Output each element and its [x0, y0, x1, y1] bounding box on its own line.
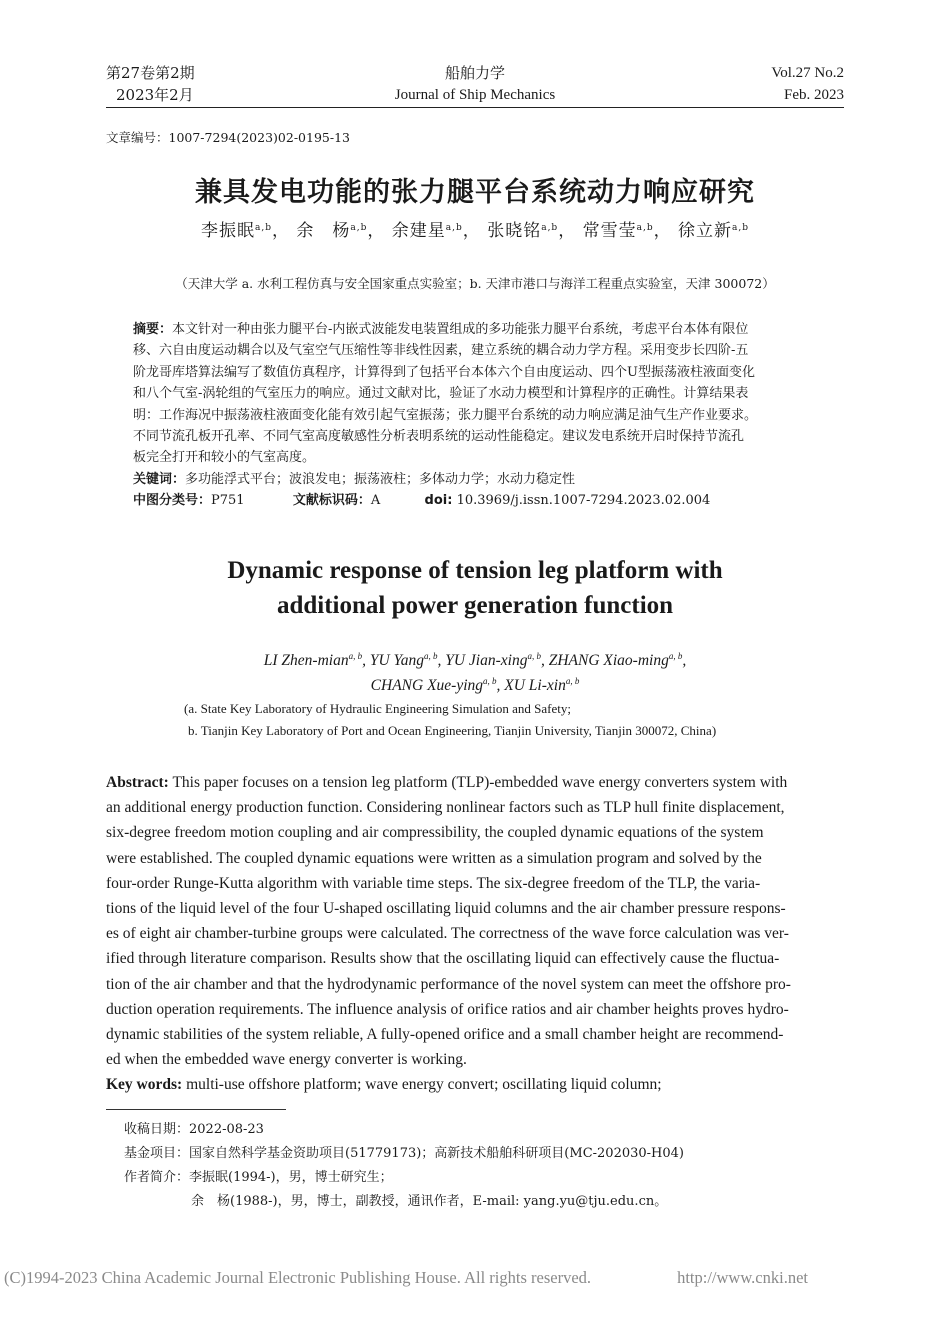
abstract-cn	[133, 319, 819, 512]
affiliation-en-b: b. Tianjin Key Laboratory of Port and Ocean Engineering, Tianjin University, Tianjin 300072, China)	[188, 723, 717, 738]
abstract-en-line: were established. The coupled dynamic equations were written as a simulation program and solved by the	[106, 849, 762, 867]
website-link[interactable]: http://www.cnki.net	[677, 1268, 808, 1287]
author-cn: 徐立新$^{a,b}$	[678, 221, 750, 241]
author-cn: 李振眠$^{a,b}$	[200, 221, 272, 241]
footnote-bio-2: 余 杨(1988-)，男，博士，副教授，通讯作者，E-mail: yang.yu@tju.edu.cn。	[191, 1194, 668, 1209]
article-id: 文章编号：1007-7294(2023)02-0195-13	[106, 130, 350, 145]
authors-en-line: LI Zhen-mian$^{a, b}$, YU Yang$^{a, b}$, YU Jian-xing$^{a, b}$, ZHANG Xiao-ming$^{a, b}$,	[263, 651, 687, 669]
doi-value: 10.3969/j.issn.1007-7294.2023.02.004	[456, 493, 711, 509]
keywords-en-label: Key words:	[106, 1076, 183, 1094]
header-journal-cn: 船舶力学	[444, 64, 505, 82]
abstract-cn-line: 不同节流孔板开孔率、不同气室高度敏感性分析表明系统的运动性能稳定。建议发电系统开启时保持节流孔	[133, 429, 745, 445]
abstract-en-line: tion of the air chamber and that the hydrodynamic performance of the novel system can meet the offshore pro-	[106, 975, 791, 993]
doc-code-label: 文献标识码：	[292, 493, 371, 509]
author-cn: 余建星$^{a,b}$	[391, 221, 463, 241]
header-date-en: Feb. 2023	[784, 87, 844, 103]
authors-en	[0, 648, 950, 698]
abstract-cn-line: 本文针对一种由张力腿平台-内嵌式波能发电装置组成的多功能张力腿平台系统，考虑平台本体有限位	[172, 322, 749, 337]
abstract-en-line: This paper focuses on a tension leg platform (TLP)-embedded wave energy converters system with	[172, 774, 788, 791]
author-en: LI Zhen-mian$^{a, b}$	[263, 651, 363, 669]
footnote-rule	[106, 1109, 286, 1110]
clc-value: P751	[211, 493, 245, 509]
abstract-cn-line: 明：工作海况中振荡液柱液面变化能有效引起气室振荡；张力腿平台系统的动力响应满足油气生产作业要求。	[133, 407, 758, 423]
clc-label: 中图分类号：	[133, 493, 212, 509]
footnote-received: 收稿日期：2022-08-23	[124, 1122, 264, 1137]
header-rule	[106, 107, 844, 108]
abstract-en-line: dynamic stabilities of the system reliable, A fully-opened orifice and a small chamber height are recommend-	[106, 1026, 784, 1044]
keywords-cn: 多功能浮式平台；波浪发电；振荡液柱；多体动力学；水动力稳定性	[185, 471, 576, 487]
author-en: ZHANG Xiao-ming$^{a, b}$	[548, 651, 683, 669]
abstract-cn-line: 阶龙哥库塔算法编写了数值仿真程序，计算得到了包括平台本体六个自由度运动、四个U型振荡液柱液面变化	[133, 364, 755, 380]
header-date-cn: 2023年2月	[116, 86, 194, 104]
header-journal-en: Journal of Ship Mechanics	[394, 87, 556, 103]
abstract-en	[106, 770, 844, 1098]
author-en: CHANG Xue-ying$^{a, b}$	[370, 676, 497, 694]
affiliation-en-a: (a. State Key Laboratory of Hydraulic Engineering Simulation and Safety;	[184, 701, 571, 716]
abstract-cn-label: 摘要：	[133, 322, 173, 337]
abstract-en-line: four-order Runge-Kutta algorithm with variable time steps. The six-degree freedom of the TLP, the varia-	[106, 874, 761, 892]
footnote-bio-1: 作者简介：李振眠(1994-)，男，博士研究生；	[124, 1170, 393, 1185]
abstract-en-line: es of eight air chamber-turbine groups were calculated. The correctness of the wave force calculation was ver-	[106, 925, 789, 943]
header-vol-en: Vol.27 No.2	[771, 65, 844, 81]
abstract-en-line: tions of the liquid level of the four U-shaped oscillating liquid columns and the air chamber pressure respons-	[106, 900, 786, 918]
affiliation-cn: （天津大学 a. 水利工程仿真与安全国家重点实验室；b. 天津市港口与海洋工程重点实验室，天津 300072）	[175, 276, 775, 291]
copyright-notice: (C)1994-2023 China Academic Journal Electronic Publishing House. All rights reserved.	[4, 1268, 592, 1287]
author-en: XU Li-xin$^{a, b}$	[504, 676, 580, 694]
abstract-cn-line: 板完全打开和较小的气室高度。	[133, 450, 316, 466]
abstract-en-line: an additional energy production function. Considering nonlinear factors such as TLP hull finite displacement,	[106, 799, 785, 817]
keywords-en: multi-use offshore platform; wave energy convert; oscillating liquid column;	[186, 1076, 662, 1094]
authors-cn: 李振眠$^{a,b}$， 余 杨$^{a,b}$， 余建星$^{a,b}$， 张晓铭$^{a,b}$， 常雪莹$^{a,b}$， 徐立新$^{a,b}$	[200, 221, 750, 241]
author-en: YU Jian-xing$^{a, b}$	[445, 651, 541, 669]
author-cn: 余 杨$^{a,b}$	[296, 221, 368, 241]
keywords-cn-label: 关键词：	[133, 471, 186, 487]
authors-en-line: CHANG Xue-ying$^{a, b}$, XU Li-xin$^{a, b}$	[370, 676, 580, 694]
title-cn: 兼具发电功能的张力腿平台系统动力响应研究	[195, 177, 755, 208]
author-en: YU Yang$^{a, b}$	[369, 651, 438, 669]
author-cn: 常雪莹$^{a,b}$	[582, 221, 654, 241]
abstract-en-line: six-degree freedom motion coupling and air compressibility, the coupled dynamic equations of the system	[106, 824, 764, 842]
abstract-en-line: ified through literature comparison. Results show that the oscillating liquid can effectively cause the fluctua-	[106, 950, 780, 968]
title-en-line: additional power generation function	[276, 592, 674, 619]
header-issue-cn: 第27卷第2期	[106, 64, 195, 82]
title-en	[0, 553, 950, 623]
author-cn: 张晓铭$^{a,b}$	[487, 221, 559, 241]
title-en-line: Dynamic response of tension leg platform with	[227, 557, 723, 584]
abstract-en-line: ed when the embedded wave energy converter is working.	[106, 1051, 467, 1069]
abstract-cn-line: 移、六自由度运动耦合以及气室空气压缩性等非线性因素，建立系统的耦合动力学方程。采用变步长四阶-五	[133, 343, 749, 359]
abstract-en-line: duction operation requirements. The influence analysis of orifice ratios and air chamber heights proves hydro-	[106, 1000, 789, 1018]
footnote-fund: 基金项目：国家自然科学基金资助项目(51779173)；高新技术船舶科研项目(MC-202030-H04)	[124, 1146, 685, 1161]
doc-code-value: A	[370, 493, 381, 509]
doi-label: doi:	[424, 493, 453, 509]
classification-line	[133, 490, 819, 511]
abstract-cn-line: 和八个气室-涡轮组的气室压力的响应。通过文献对比，验证了水动力模型和计算程序的正确性。计算结果表	[133, 386, 749, 402]
abstract-en-label: Abstract:	[106, 774, 169, 791]
